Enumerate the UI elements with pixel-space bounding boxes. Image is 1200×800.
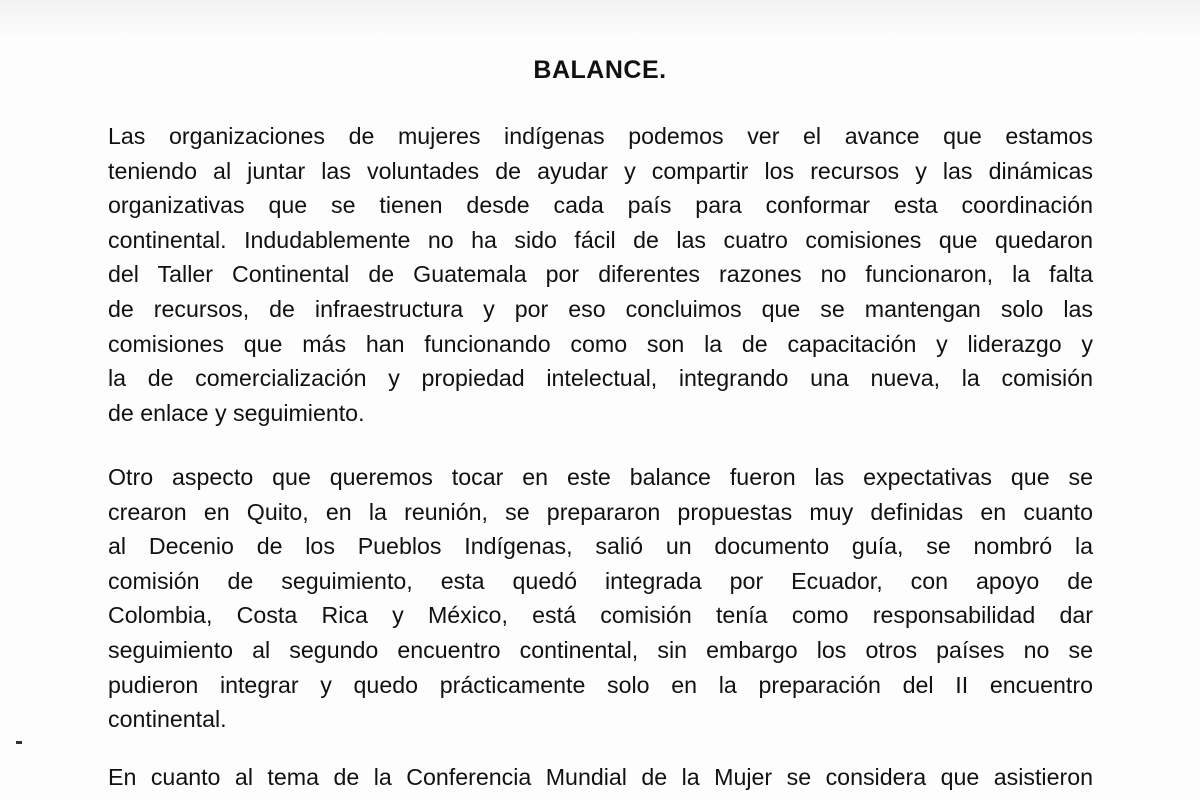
text-line: Las organizaciones de mujeres indígenas podemos ver el avance que estamos — [108, 123, 1093, 149]
text-line: teniendo al juntar las voluntades de ayudar y compartir los recursos y las dinámicas — [108, 157, 1093, 184]
text-line: del Taller Continental de Guatemala por diferentes razones no funcionaron, la falta — [108, 261, 1093, 288]
text-line: comisiones que más han funcionando como son la de capacitación y liderazgo y — [108, 330, 1093, 357]
text-line: de recursos, de infraestructura y por eso concluimos que se mantengan solo las — [108, 295, 1093, 322]
text-line: de enlace y seguimiento. — [108, 399, 365, 426]
text-line: al Decenio de los Pueblos Indígenas, salió un documento guía, se nombró la — [108, 533, 1093, 560]
text-line: pudieron integrar y quedo prácticamente solo en la preparación del II encuentro — [108, 671, 1093, 698]
text-line: la de comercialización y propiedad intelectual, integrando una nueva, la comisión — [108, 365, 1093, 392]
text-line: En cuanto al tema de la Conferencia Mundial de la Mujer se considera que asistieron — [108, 764, 1093, 790]
paragraph-3 — [108, 760, 1093, 795]
margin-mark — [16, 741, 22, 744]
text-line: Colombia, Costa Rica y México, está comisión tenía como responsabilidad dar — [108, 602, 1093, 629]
text-line: continental. Indudablemente no ha sido fácil de las cuatro comisiones que quedaron — [108, 226, 1093, 253]
text-line: organizativas que se tienen desde cada país para conformar esta coordinación — [108, 192, 1093, 219]
page-title: BALANCE. — [533, 56, 667, 84]
text-line: comisión de seguimiento, esta quedó integrada por Ecuador, con apoyo de — [108, 567, 1093, 594]
text-line: Otro aspecto que queremos tocar en este balance fueron las expectativas que se — [108, 464, 1093, 490]
text-line: continental. — [108, 706, 227, 733]
text-line: crearon en Quito, en la reunión, se prepararon propuestas muy definidas en cuanto — [108, 498, 1093, 525]
paragraph-2 — [108, 460, 1093, 737]
paragraph-1 — [108, 119, 1093, 430]
scan-shadow — [0, 0, 1200, 40]
text-line: seguimiento al segundo encuentro continental, sin embargo los otros países no se — [108, 636, 1093, 663]
